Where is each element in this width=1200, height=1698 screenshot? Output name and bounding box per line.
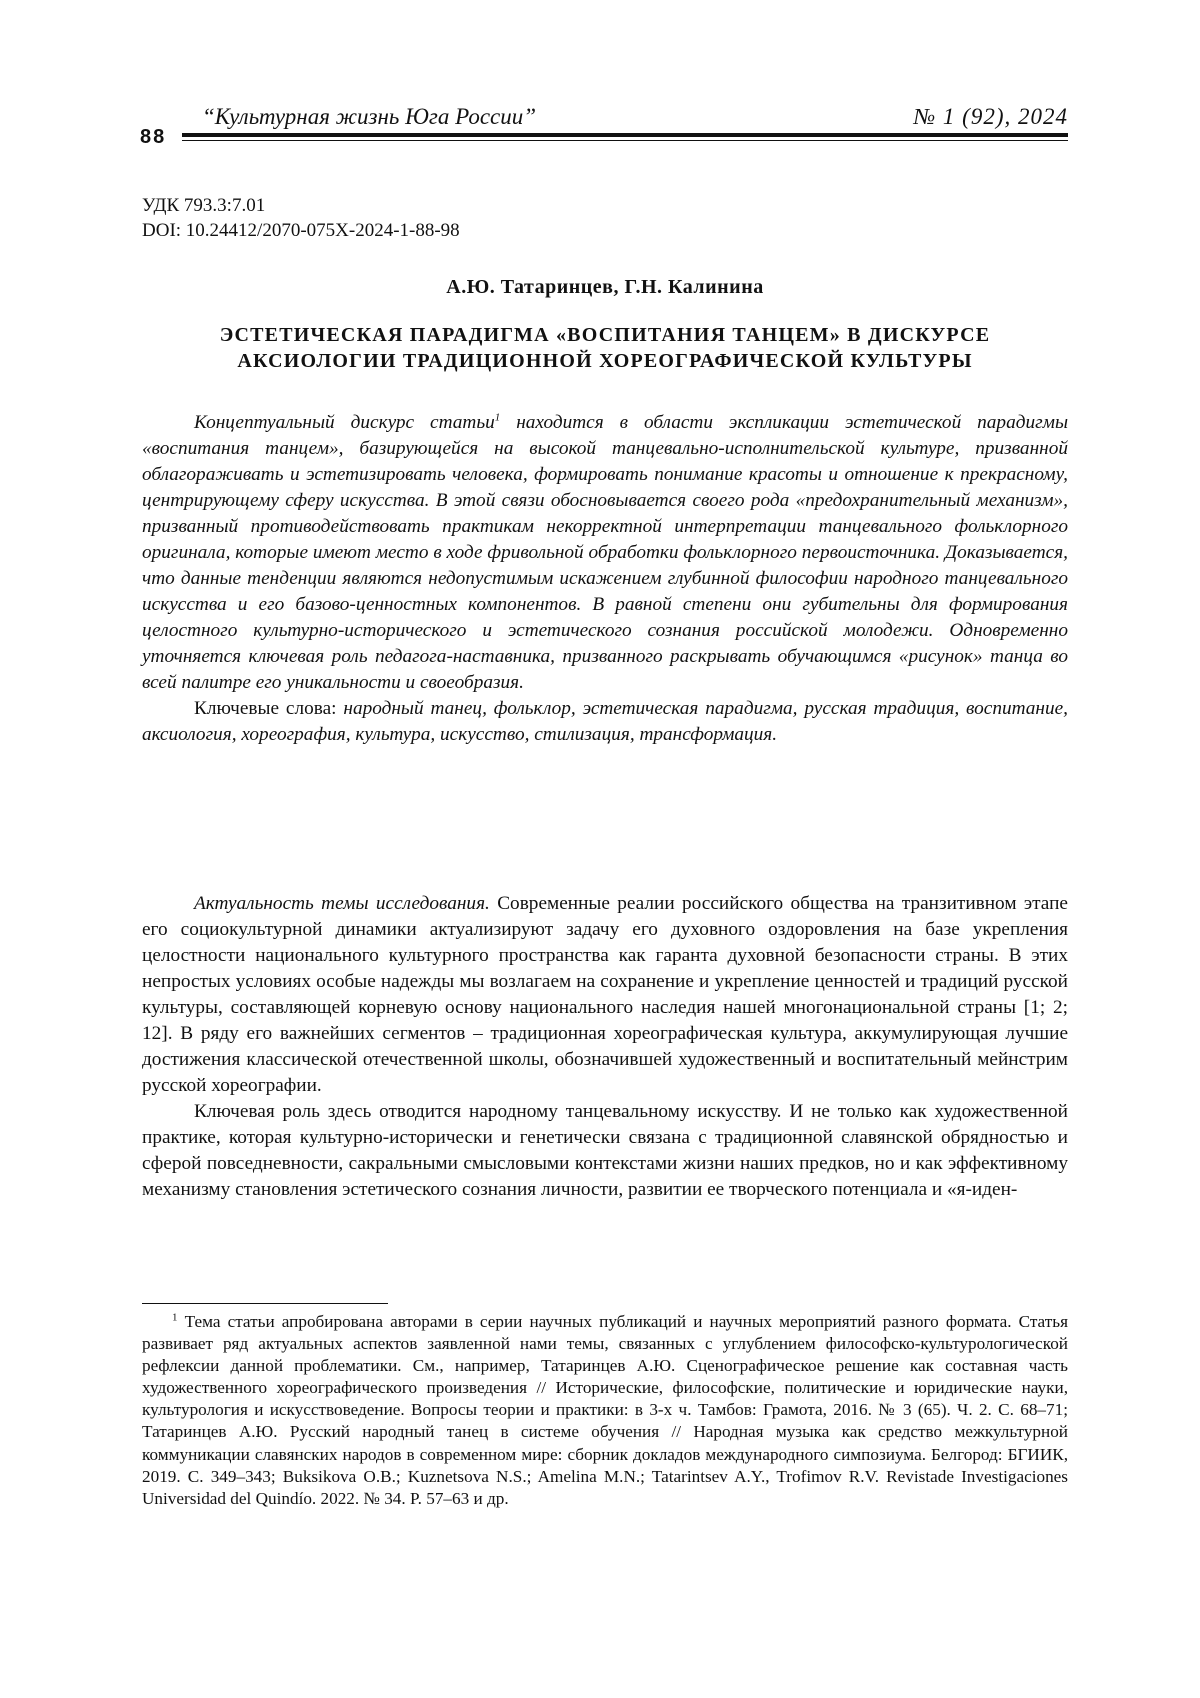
authors: А.Ю. Татаринцев, Г.Н. Калинина [142,276,1068,299]
body-paragraph [142,891,1068,1099]
footnote-ref[interactable]: 1 [495,412,501,424]
keywords-label: Ключевые слова: [194,698,343,719]
section-lead: Актуальность темы исследования. [194,893,490,914]
article-meta [142,193,460,243]
abstract-paragraph [142,410,1068,696]
abstract-lead: Концептуальный дискурс статьи [194,412,495,433]
title-line: ЭСТЕТИЧЕСКАЯ ПАРАДИГМА «ВОСПИТАНИЯ ТАНЦЕМ» В ДИСКУРСЕ [142,322,1068,348]
footnote-text: Тема статьи апробирована авторами в серии научных публикаций и научных мероприятий разного формата. Статья развивает ряд актуальных аспектов заявленной нами темы, связанных с углублением философско-культурологической рефлексии данной проблематики. См., например, Татаринцев А.Ю. Сценографическое решение как составная часть художественного хореографического произведения // Исторические, философские, политические и юридические науки, культурология и искусствоведение. Вопросы теории и практики: в 3-х ч. Тамбов: Грамота, 2016. № 3 (65). Ч. 2. С. 68–71; Татаринцев А.Ю. Русский народный танец в системе обучения // Народная музыка как средство межкультурной коммуникации славянских народов в современном мире: сборник докладов международного симпозиума. Белгород: БГИИК, 2019. С. 349–343; Buksikova O.B.; Kuznetsova N.S.; Amelina M.N.; Tatarintsev A.Y., Trofimov R.V. Revistade Investigaciones Universidad del Quindío. 2022. № 34. P. 57–63 и др. [142,1312,1068,1508]
keywords-text: народный танец, фольклор, эстетическая парадигма, русская традиция, воспитание, аксиология, хореография, культура, искусство, стилизация, трансформация. [142,698,1068,745]
header-rule-thick [182,133,1068,137]
page-number: 88 [140,126,166,149]
udc-code: УДК 793.3:7.01 [142,193,460,218]
abstract [142,410,1068,748]
doi: DOI: 10.24412/2070-075X-2024-1-88-98 [142,218,460,243]
footnote-mark: 1 [172,1311,178,1323]
footnote-separator [142,1303,388,1304]
paragraph-text: Ключевая роль здесь отводится народному танцевальному искусству. И не только как художественной практике, которая культурно-исторически и генетически связана с традиционной славянской обрядностью и сферой повседневности, сакральными смысловыми контекстами жизни наших предков, но и как эффективному механизму становления эстетического сознания личности, развитии ее творческого потенциала и «я-иден- [142,1101,1068,1200]
running-header [140,100,1068,146]
title-line: АКСИОЛОГИИ ТРАДИЦИОННОЙ ХОРЕОГРАФИЧЕСКОЙ КУЛЬТУРЫ [142,348,1068,374]
footnote [142,1311,1068,1510]
header-rule-thin [182,140,1068,141]
issue-number: № 1 (92), 2024 [913,104,1068,130]
footnote-paragraph [142,1311,1068,1510]
article-body [142,891,1068,1203]
article-title [142,322,1068,374]
journal-title: “Культурная жизнь Юга России” [202,104,536,130]
paragraph-text: Современные реалии российского общества на транзитивном этапе его социокультурной динамики актуализируют задачу его духовного оздоровления на базе укрепления целостности национального культурного пространства как гаранта духовной безопасности страны. В этих непростых условиях особые надежды мы возлагаем на сохранение и укрепление ценностей и традиций русской культуры, составляющей корневую основу национального наследия нашей многонациональной страны [1; 2; 12]. В ряду его важнейших сегментов – традиционная хореографическая культура, аккумулирующая лучшие достижения классической отечественной школы, обозначившей художественный и воспитательный мейнстрим русской хореографии. [142,893,1068,1096]
abstract-text: находится в области экспликации эстетической парадигмы «воспитания танцем», базирующейся на высокой танцевально-исполнительской культуре, призванной облагораживать и эстетизировать человека, формировать понимание красоты и отношение к прекрасному, центрирующему сферу искусства. В этой связи обосновывается своего рода «предохранительный механизм», призванный противодействовать практикам некорректной интерпретации танцевального фольклорного оригинала, которые имеют место в ходе фривольной обработки фольклорного первоисточника. Доказывается, что данные тенденции являются недопустимым искажением глубинной философии народного танцевального искусства и его базово-ценностных компонентов. В равной степени они губительны для формирования целостного культурно-исторического и эстетического сознания российской молодежи. Одновременно уточняется ключевая роль педагога-наставника, призванного раскрывать обучающимся «рисунок» танца во всей палитре его уникальности и своеобразия. [142,412,1068,693]
keywords [142,696,1068,748]
body-paragraph [142,1099,1068,1203]
